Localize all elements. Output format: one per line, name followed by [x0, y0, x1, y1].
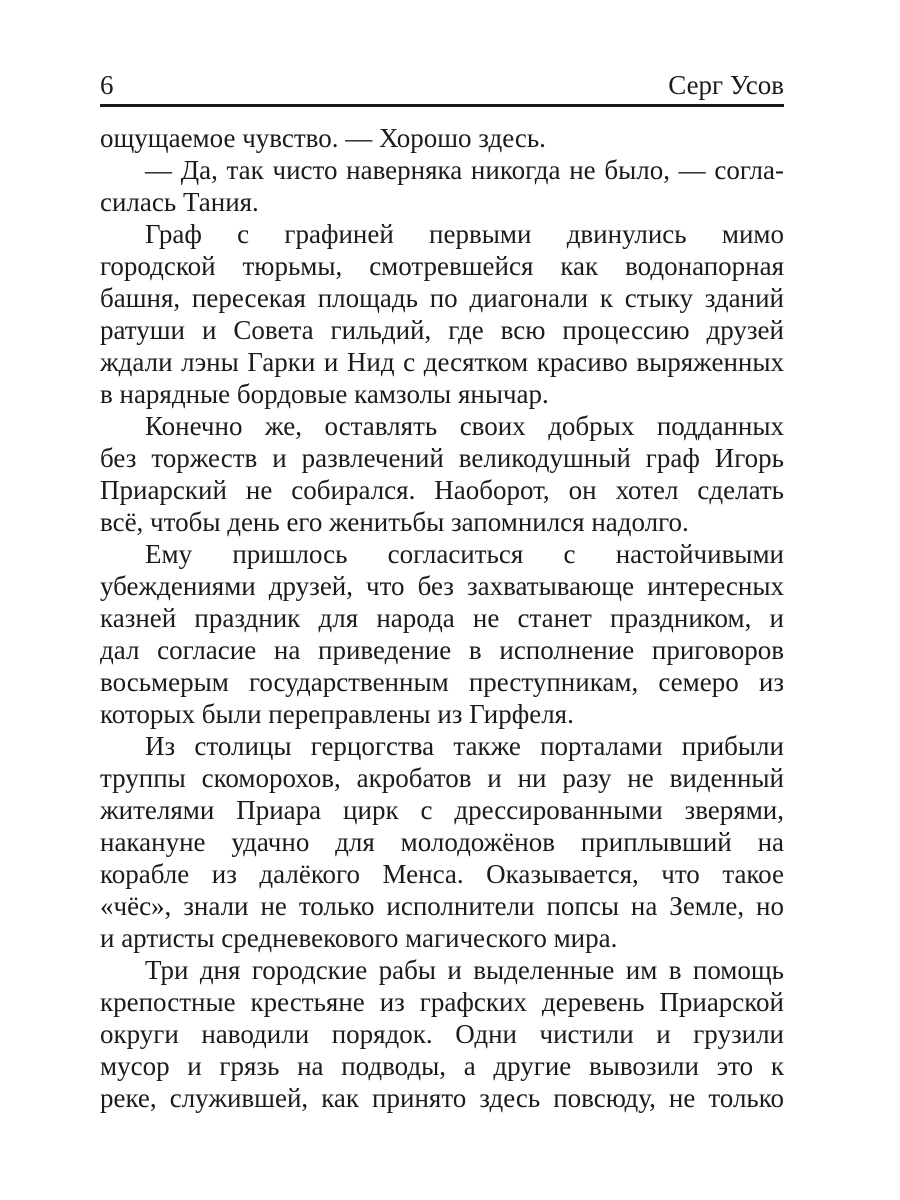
text-line: и артисты средневекового магического мира. [100, 923, 618, 953]
paragraph [100, 538, 784, 730]
text-line: дал согласие на приведение в исполнение приговоров [100, 635, 784, 665]
text-line: «чёс», знали не только исполнители попсы на Земле, но [100, 891, 784, 921]
paragraph [100, 154, 784, 218]
text-line: округи наводили порядок. Одни чистили и грузили [100, 1019, 784, 1049]
text-line: казней праздник для народа не станет праздником, и [100, 603, 784, 633]
text-line: Ему пришлось согласиться с настойчивыми [145, 539, 784, 569]
text-line: реке, служившей, как принято здесь повсюду, не только [100, 1083, 784, 1113]
text-line: без торжеств и развлечений великодушный граф Игорь [100, 443, 784, 473]
paragraph [100, 122, 784, 154]
text-line: убеждениями друзей, что без захватывающе интересных [100, 571, 784, 601]
running-header-author: Серг Усов [668, 70, 784, 100]
paragraph [100, 954, 784, 1114]
page-content [100, 70, 784, 1114]
text-line: Конечно же, оставлять своих добрых подданных [145, 411, 784, 441]
paragraph [100, 730, 784, 954]
text-line: жителями Приара цирк с дрессированными зверями, [100, 795, 784, 825]
text-line: накануне удачно для молодожёнов приплывший на [100, 827, 784, 857]
text-line: Граф с графиней первыми двинулись мимо [145, 219, 784, 249]
text-line: башня, пересекая площадь по диагонали к стыку зданий [100, 283, 784, 313]
text-line: всё, чтобы день его женитьбы запомнился надолго. [100, 507, 689, 537]
text-line: Из столицы герцогства также порталами прибыли [145, 731, 784, 761]
text-line: крепостные крестьяне из графских деревень Приарской [100, 987, 784, 1017]
body-text [100, 122, 784, 1114]
text-line: Приарский не собирался. Наоборот, он хотел сделать [100, 475, 784, 505]
text-line: корабле из далёкого Менса. Оказывается, что такое [100, 859, 784, 889]
text-line: силась Тания. [100, 187, 259, 217]
text-line: городской тюрьмы, смотревшейся как водонапорная [100, 251, 784, 281]
text-line: которых были переправлены из Гирфеля. [100, 699, 574, 729]
text-line: ждали лэны Гарки и Нид с десятком красиво выряженных [100, 347, 784, 377]
header-rule [100, 104, 784, 107]
text-line: ратуши и Совета гильдий, где всю процессию друзей [100, 315, 784, 345]
text-line: ощущаемое чувство. — Хорошо здесь. [100, 123, 546, 153]
text-line: восьмерым государственным преступникам, семеро из [100, 667, 784, 697]
text-line: в нарядные бордовые камзолы янычар. [100, 379, 549, 409]
text-line: — Да, так чисто наверняка никогда не было, — согла- [145, 155, 784, 185]
page-number: 6 [100, 70, 114, 100]
page-header [100, 70, 784, 100]
text-line: Три дня городские рабы и выделенные им в помощь [145, 955, 784, 985]
text-line: труппы скоморохов, акробатов и ни разу не виденный [100, 763, 784, 793]
paragraph [100, 218, 784, 410]
text-line: мусор и грязь на подводы, а другие вывозили это к [100, 1051, 784, 1081]
paragraph [100, 410, 784, 538]
